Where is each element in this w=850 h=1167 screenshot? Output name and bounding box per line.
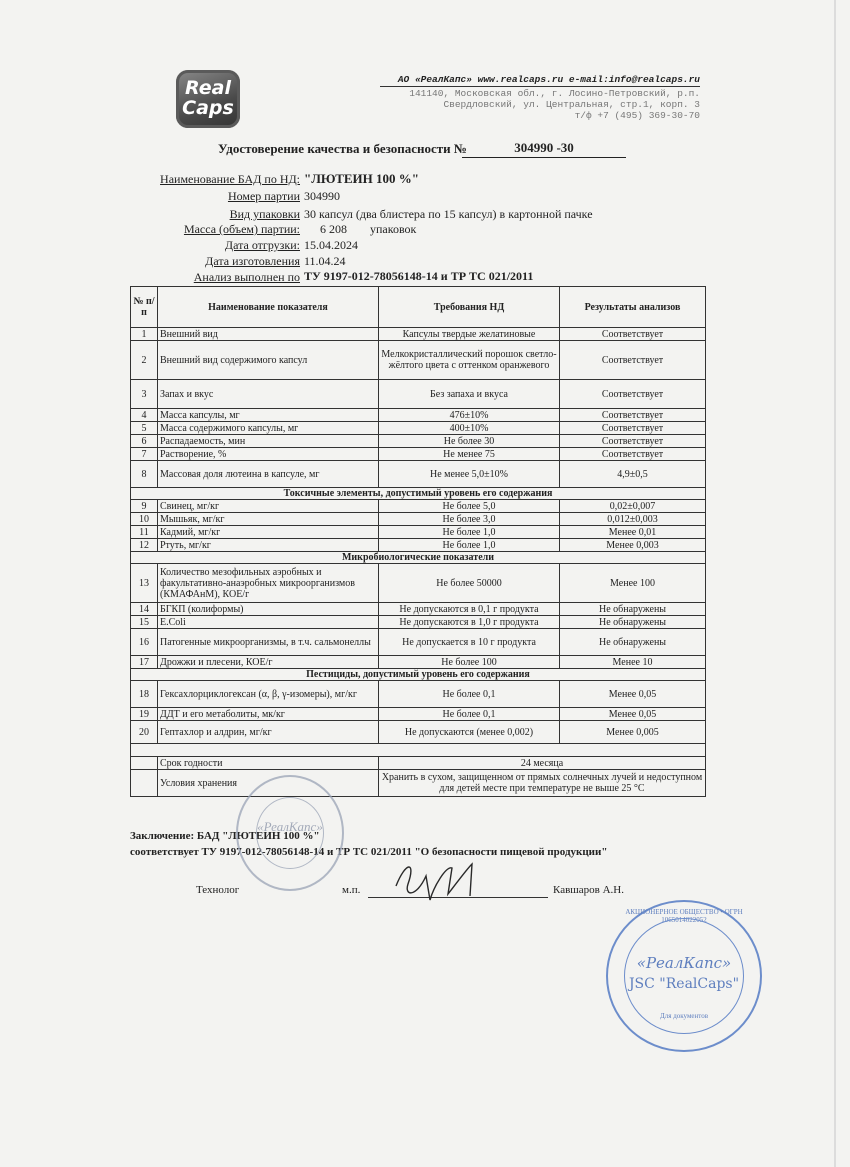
row-number: 20 [131,721,158,744]
indicator-name: Условия хранения [158,770,379,797]
table-row [131,757,706,770]
indicator-name: Массовая доля лютеина в капсуле, мг [158,461,379,488]
indicator-name: Внешний вид содержимого капсул [158,341,379,380]
result: Не обнаружены [560,603,706,616]
row-number: 3 [131,380,158,409]
document-title: Удостоверение качества и безопасности № [218,141,467,156]
table-section-row [131,552,706,564]
table-section-row [131,488,706,500]
faint-stamp-text: «РеалКапс» [257,819,323,834]
field-analysis-value: ТУ 9197-012-78056148-14 и ТР ТС 021/2011 [304,269,534,283]
indicator-name: Гексахлорциклогексан (α, β, γ-изомеры), мг/кг [158,681,379,708]
merged-value: 24 месяца [379,757,706,770]
result: Не обнаружены [560,629,706,656]
requirement: 400±10% [379,422,560,435]
stamp-bottom-text: Для документов [659,1012,709,1020]
requirement: Не менее 75 [379,448,560,461]
signer-name: Кавшаров А.Н. [553,884,624,896]
logo-line2: Caps [182,97,234,119]
requirement: Не допускается в 10 г продукта [379,629,560,656]
conclusion [130,828,607,860]
requirement: Без запаха и вкуса [379,380,560,409]
document-page: Real Caps АО «РеалКапс» www.realcaps.ru e-mail:info@realcaps.ru 141140, Московская обл., г. Лосино-Петровский, р.п. Свердловский, ул. Центральная, стр.1, корп. 3 т/ф +7 (495) 369-30-70 Удостоверение качества и безопасности № 304990 -30 Наименование БАД по НД: "ЛЮТЕИН 100 %" Номер партии 304990 Вид упаковки 30 капсул (два блистера по 15 капсул) в картонной пачке Масса (объем) партии: 6 208 упаковок Дата отгрузки: 15.04.2024 Дата изготовления 11.04.24 Анализ выполнен по ТУ 9197-012-78056148-14 и ТР ТС 021/2011 № п/п Наименование показателя Требования НД Результаты анализов 1 Внешний вид Капсулы твердые желатиновые Соответствует 2 Внешний вид содержимого капсул Мелкокристаллический порошок светло-жёлтого цвета с оттенком оранжевого Соответствует 3 Запах и вкус Без запаха и вкуса Соответствует 4 Масса капсулы, мг 476±10% Соответствует 5 Масса содержимого капсулы, мг 400±10% Соответствует 6 Распадаемость, мин Не более 30 Соответствует 7 Растворение, % Не менее 75 Соответствует 8 Массовая доля лютеина в капсуле, мг Не менее 5,0±10% 4,9±0,5 Токсичные элементы, допустимый уровень его содержания 9 Свинец, мг/кг Не более 5,0 0,02±0,007 10 Мышьяк, мг/кг Не более 3,0 0,012±0,003 11 Кадмий, мг/кг Не более 1,0 Менее 0,01 12 Ртуть, мг/кг Не более 1,0 Менее 0,003 Микробиологические показатели 13 Количество мезофильных аэробных и факультативно-анаэробных микроорганизмов (КМАФАнМ), КОЕ/г Не более 50000 Менее 100 14 БГКП (колиформы) Не допускаются в 0,1 г продукта Не обнаружены 15 E.Coli Не допускаются в 1,0 г продукта Не обнаружены 16 Патогенные микроорганизмы, в т.ч. сальмонеллы Не допускается в 10 г продукта Не обнаружены 17 Дрожжи и плесени, КОЕ/г Не более 100 Менее 10 Пестициды, допустимый уровень его содержания 18 Гексахлорциклогексан (α, β, γ-изомеры), мг/кг Не более 0,1 Менее 0,05 19 ДДТ и его метаболиты, мк/кг Не более 0,1 Менее 0,05 20 Гептахлор и алдрин, мг/кг Не допускаются (менее 0,002) Менее 0,005 Срок годности 24 месяца Условия хранения Хранить в сухом, защищенном от прямых солнечных лучей и недоступном для детей месте при температуре не выше 25 °С Заключение: БАД "ЛЮТЕИН 100 %" соответствует ТУ 9197-012-78056148-14 и ТР ТС 021/2011 "О безопасности пищевой продукции" Технолог м.п. Кавшаров А.Н. «РеалКапс» АКЦИОНЕРНОЕ ОБЩЕСТВО • ОГРН 1065014022052 «РеалКапс» JSC "RealCaps" Для документов [0,0,850,1167]
requirement: Не допускаются в 0,1 г продукта [379,603,560,616]
row-number: 14 [131,603,158,616]
row-number: 1 [131,328,158,341]
table-row [131,409,706,422]
indicator-name: БГКП (колиформы) [158,603,379,616]
indicator-name: E.Coli [158,616,379,629]
indicator-name: Гептахлор и алдрин, мг/кг [158,721,379,744]
signer-position: Технолог [196,884,240,896]
field-mass-value: 6 208 [320,222,347,236]
result: Соответствует [560,328,706,341]
table-blank-row [131,744,706,757]
row-number: 9 [131,500,158,513]
table-body [131,328,706,797]
indicator-name: Срок годности [158,757,379,770]
result: Соответствует [560,409,706,422]
merged-value: Хранить в сухом, защищенном от прямых солнечных лучей и недоступном для детей месте при температуре не выше 25 °С [379,770,706,797]
table-row [131,500,706,513]
col-header-indicator: Наименование показателя [158,287,379,328]
row-number: 15 [131,616,158,629]
table-row [131,770,706,797]
row-number: 13 [131,564,158,603]
company-address-1: 141140, Московская обл., г. Лосино-Петровский, р.п. [409,88,700,99]
field-package-value: 30 капсул (два блистера по 15 капсул) в картонной пачке [304,207,593,221]
row-number [131,770,158,797]
result: Менее 0,005 [560,721,706,744]
requirement: Не более 50000 [379,564,560,603]
stamp-rim-text: АКЦИОНЕРНОЕ ОБЩЕСТВО • ОГРН 1065014022052 [625,908,743,924]
section-title: Токсичные элементы, допустимый уровень его содержания [131,488,706,500]
row-number: 4 [131,409,158,422]
requirement: Мелкокристаллический порошок светло-жёлтого цвета с оттенком оранжевого [379,341,560,380]
requirement: Не более 30 [379,435,560,448]
indicator-name: Внешний вид [158,328,379,341]
table-row [131,629,706,656]
conclusion-line-2: соответствует ТУ 9197-012-78056148-14 и ТР ТС 021/2011 "О безопасности пищевой продукции" [130,846,608,858]
field-mass-unit: упаковок [370,222,417,236]
result: 4,9±0,5 [560,461,706,488]
table-row [131,539,706,552]
requirement: Не более 5,0 [379,500,560,513]
row-number: 6 [131,435,158,448]
table-row [131,721,706,744]
field-ship-date-value: 15.04.2024 [304,238,358,252]
faint-stamp [236,775,344,891]
row-number: 11 [131,526,158,539]
col-header-requirements: Требования НД [379,287,560,328]
indicator-name: Кадмий, мг/кг [158,526,379,539]
indicator-name: Ртуть, мг/кг [158,539,379,552]
requirement: Не допускаются (менее 0,002) [379,721,560,744]
field-product-name-value: "ЛЮТЕИН 100 %" [304,171,420,186]
requirement: Не более 0,1 [379,681,560,708]
table-row [131,564,706,603]
blank-cell [131,744,706,757]
row-number: 19 [131,708,158,721]
requirement: Не менее 5,0±10% [379,461,560,488]
stamp-place-label: м.п. [342,884,361,896]
result: Не обнаружены [560,616,706,629]
col-header-results: Результаты анализов [560,287,706,328]
header-rule [380,86,700,87]
certificate-number: 304990 -30 [462,140,626,158]
requirement: Не более 1,0 [379,539,560,552]
stamp-sub-text: JSC "RealCaps" [628,976,740,992]
indicator-name: Масса капсулы, мг [158,409,379,422]
table-row [131,708,706,721]
row-number: 8 [131,461,158,488]
requirement: Не более 0,1 [379,708,560,721]
company-header [360,74,700,121]
table-row [131,656,706,669]
result: Соответствует [560,422,706,435]
row-number [131,757,158,770]
field-mfg-date-value: 11.04.24 [304,254,346,268]
requirement: Не более 3,0 [379,513,560,526]
handwritten-signature [386,856,496,906]
row-number: 16 [131,629,158,656]
quality-table [130,286,706,797]
result: Менее 10 [560,656,706,669]
result: Менее 0,05 [560,681,706,708]
indicator-name: Распадаемость, мин [158,435,379,448]
row-number: 2 [131,341,158,380]
result: 0,012±0,003 [560,513,706,526]
logo-line1: Real [185,77,231,99]
table-row [131,448,706,461]
table-row [131,422,706,435]
result: Соответствует [560,341,706,380]
result: Соответствует [560,448,706,461]
row-number: 12 [131,539,158,552]
requirement: Не более 1,0 [379,526,560,539]
row-number: 10 [131,513,158,526]
indicator-name: Дрожжи и плесени, КОЕ/г [158,656,379,669]
row-number: 17 [131,656,158,669]
indicator-name: Мышьяк, мг/кг [158,513,379,526]
row-number: 5 [131,422,158,435]
table-row [131,380,706,409]
company-address-2: Свердловский, ул. Центральная, стр.1, корп. 3 [443,99,700,110]
table-section-row [131,669,706,681]
requirement: Не допускаются в 1,0 г продукта [379,616,560,629]
table-row [131,681,706,708]
stamp-main-text: «РеалКапс» [636,954,732,972]
company-name: АО «РеалКапс» www.realcaps.ru e-mail:info@realcaps.ru [397,74,700,85]
table-row [131,513,706,526]
indicator-name: Растворение, % [158,448,379,461]
realcaps-logo [176,70,240,128]
result: Менее 0,01 [560,526,706,539]
table-row [131,616,706,629]
table-row [131,526,706,539]
table-row [131,435,706,448]
indicator-name: ДДТ и его метаболиты, мк/кг [158,708,379,721]
table-row [131,461,706,488]
company-phone: т/ф +7 (495) 369-30-70 [574,110,700,121]
result: Менее 0,05 [560,708,706,721]
section-title: Пестициды, допустимый уровень его содержания [131,669,706,681]
result: Менее 100 [560,564,706,603]
requirement: 476±10% [379,409,560,422]
conclusion-line-1: Заключение: БАД "ЛЮТЕИН 100 %" [130,830,320,842]
row-number: 7 [131,448,158,461]
table-header-row [131,287,706,328]
result: 0,02±0,007 [560,500,706,513]
section-title: Микробиологические показатели [131,552,706,564]
field-batch-value: 304990 [304,189,340,203]
requirement: Не более 100 [379,656,560,669]
row-number: 18 [131,681,158,708]
table-row [131,328,706,341]
indicator-name: Патогенные микроорганизмы, в т.ч. сальмонеллы [158,629,379,656]
table-row [131,341,706,380]
table-row [131,603,706,616]
indicator-name: Запах и вкус [158,380,379,409]
requirement: Капсулы твердые желатиновые [379,328,560,341]
indicator-name: Количество мезофильных аэробных и факультативно-анаэробных микроорганизмов (КМАФАнМ), КОЕ/г [158,564,379,603]
result: Менее 0,003 [560,539,706,552]
col-header-number: № п/п [131,287,158,328]
indicator-name: Масса содержимого капсулы, мг [158,422,379,435]
result: Соответствует [560,380,706,409]
result: Соответствует [560,435,706,448]
page-edge [834,0,836,1167]
company-stamp [606,900,762,1052]
indicator-name: Свинец, мг/кг [158,500,379,513]
